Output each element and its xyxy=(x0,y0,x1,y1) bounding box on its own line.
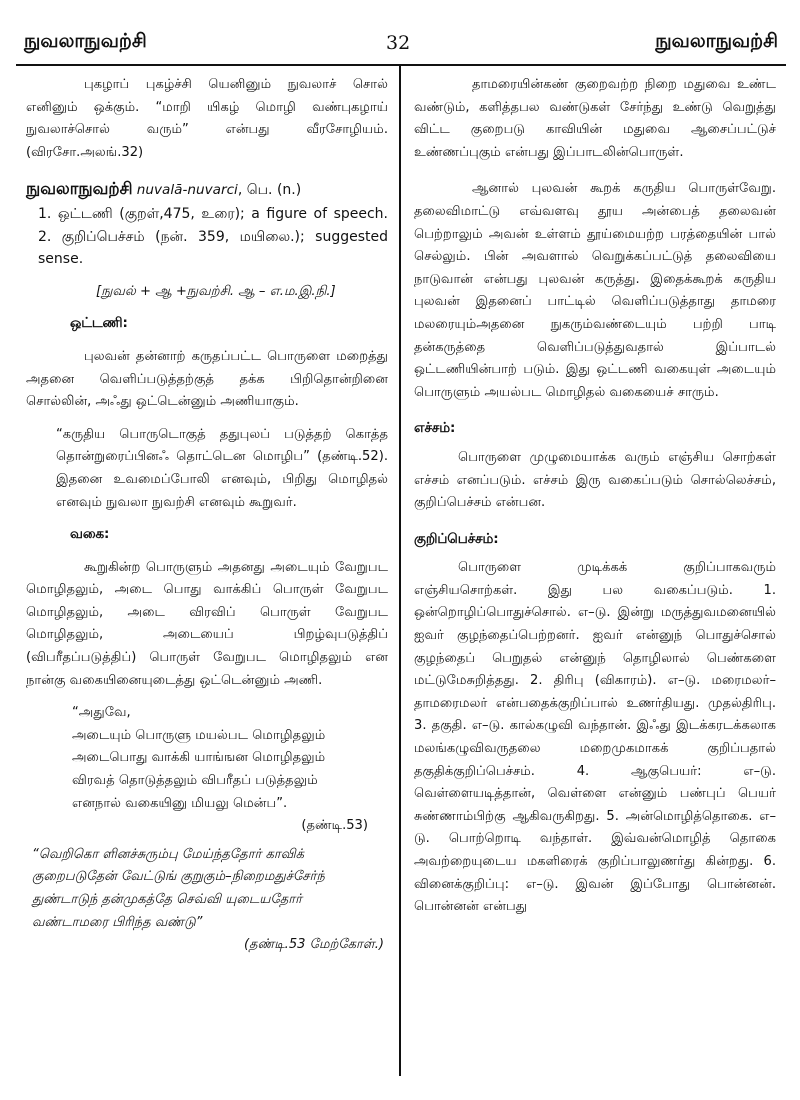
section-heading-eccham: எச்சம்: xyxy=(414,421,456,437)
verse-line: குறைபடுதேன் வேட்டுங் குறுகும்–நிறைமதுச்சேர்ந் xyxy=(32,869,325,885)
running-title-right: நுவலாநுவற்சி xyxy=(655,30,778,52)
verse-line: “அதுவே, xyxy=(72,705,131,721)
section-heading-kurippeccham: குறிப்பெச்சம்: xyxy=(414,531,499,547)
section-heading-ottani: ஒட்டணி: xyxy=(70,316,128,332)
eccham-paragraph: பொருளை முழுமையாக்க வரும் எஞ்சிய சொற்கள் எச்சம் எனப்படும். எச்சம் இரு வகைப்படும் சொல்லெச்சம், குறிப்பெச்சம் என்பன. xyxy=(414,449,776,511)
right-paragraph-1: தாமரையின்கண் குறைவற்ற நிறை மதுவை உண்ட வண்டும், களித்தபல வண்டுகள் சேர்ந்து உண்டு வெறுத்து விட்ட குறைபடு காவியின் மதுவை ஆசைப்பட்டுச் உண்ணப்புகும் என்பது இப்பாடலின்பொருள். xyxy=(414,77,776,160)
verse-line: “வெறிகொ ளினச்சுரும்பு மேய்ந்ததோர் காவிக் xyxy=(32,846,305,862)
dictionary-entry-headline xyxy=(26,178,388,203)
entry-transliteration: nuvalā-nuvarci xyxy=(136,182,238,199)
verse-line: துண்டாடுந் தன்முகத்தே செவ்வி யுடையதோர் xyxy=(32,892,302,907)
header-rule xyxy=(16,64,786,66)
entry-definition: 1. ஒட்டணி (குறள்,475, உரை); a figure of speech. 2. குறிப்பெச்சம் (நன். 359, மயிலை.); suggested sense. xyxy=(38,205,388,268)
verse-line: விரவத் தொடுத்தலும் விபரீதப் படுத்தலும் xyxy=(72,773,318,789)
verse-line: அடைபொது வாக்கி யாங்ஙன மொழிதலும் xyxy=(72,750,326,766)
verse-line: அடையும் பொருளு மயல்பட மொழிதலும் xyxy=(72,727,326,743)
verse-block-2 xyxy=(26,844,388,957)
entry-word: நுவலாநுவற்சி xyxy=(26,179,133,199)
verse-block-1 xyxy=(26,702,388,838)
page-number: 32 xyxy=(386,32,411,54)
column-divider xyxy=(399,66,401,1076)
verse-citation: (தண்டி.53) xyxy=(301,818,368,834)
verse-line: வண்டாமரை பிரிந்த வண்டு” xyxy=(32,914,203,930)
vagai-paragraph: கூறுகின்ற பொருளும் அதனது அடையும் வேறுபட மொழிதலும், அடை பொது வாக்கிப் பொருள் வேறுபட மொழிதலும், அடை விரவிப் பொருள் வேறுபட மொழிதலும், அடையைப் பிறழ்வுபடுத்திப் (விபரீதப்படுத்திப்) பொருள் வேறுபட மொழிதலும் என நான்கு வகையினையுடைத்து ஒட்டென்னும் அணி. xyxy=(26,559,388,688)
ottani-paragraph: புலவன் தன்னாற் கருதப்பட்ட பொருளை மறைத்து அதனை வெளிப்படுத்தற்குத் தக்க பிறிதொன்றினை சொல்லின், அஃது ஒட்டென்னும் அணியாகும். xyxy=(26,348,388,410)
etymology: [நுவல் + ஆ +நுவற்சி. ஆ – எ.ம.இ.நி.] xyxy=(96,283,336,299)
right-paragraph-2: ஆனால் புலவன் கூறக் கருதிய பொருள்வேறு. தலைவிமாட்டு எவ்வளவு தூய அன்பைத் தலைவன் பெற்றாலும் அவன் உள்ளம் தூய்மையற்ற பரத்தையின் பால் செல்லும். பின் அவளால் வெறுக்கப்பட்டுத் தலைவியை நாடுவான் என்பது புலவன் கருத்து. இதைக்கூறக் கருதிய புலவன் இதனைப் பாட்டில் வெளிப்படுத்தாது தாமரை மலரையும்அதனை நுகரும்வண்டையும் பற்றி பாடி தன்கருத்தை வெளிப்படுத்துவதால் இப்பாடல் ஒட்டணியின்பாற் படும். இது ஒட்டணி வகையுள் அடையும் பொருளும் அயல்பட மொழிதல் வகையைச் சாரும். xyxy=(414,181,776,400)
kurippeccham-paragraph: பொருளை முடிக்கக் குறிப்பாகவரும் எஞ்சியசொற்கள். இது பல வகைப்படும். 1. ஒன்றொழிப்பொதுச்சொல். எ–டு. இன்று மருத்துவமனையில் ஐவர் குழந்தைப்பெற்றனர். ஐவர் என்னுந் பொதுச்சொல் குழந்தைப் பெறுதல் என்னுந் தொழிலால் பெண்களை மட்டுமேசுறித்தது. 2. திரிபு (விகாரம்). எ–டு. மரைமலர்– தாமரைமலர் என்பதைக்குறிப்பால் உணர்தியது. முதல்திரிபு. 3. தகுதி. எ–டு. கால்கழுவி வந்தான். இஃது இடக்கரடக்கலாக மலங்கழுவிவருதலை மறைமுகமாகக் குறிப்பதால் தகுதிக்குறிப்பெச்சம். 4. ஆகுபெயர்: எ–டு. வெள்ளையடித்தான், வெள்ளை என்னும் பண்புப் பெயர் சுண்ணாம்பிற்கு ஆகிவருகிறது. 5. அன்மொழித்தொகை. எ–டு. பொற்றொடி வந்தாள். இவ்வன்மொழித் தொகை அவற்றையுடைய மகளிரைக் குறிப்பாலுணர்து கின்றது. 6. வினைக்குறிப்பு: எ–டு. இவன் இப்போது பொன்னன். பொன்னன் என்பது xyxy=(414,560,776,915)
left-column xyxy=(26,74,388,957)
verse-citation: (தண்டி.53 மேற்கோள்.) xyxy=(243,937,384,953)
right-column xyxy=(414,74,776,919)
section-heading-vagai: வகை: xyxy=(70,527,110,543)
ottani-quote: “கருதிய பொருடொகுத் ததுபுலப் படுத்தற் கொத்த தொன்றுரைப்பினஃ தொட்டென மொழிப” (தண்டி.52). இதனை உவமைப்போலி எனவும், பிறிது மொழிதல் எனவும் நுவலா நுவற்சி எனவும் கூறுவர். xyxy=(56,426,388,510)
verse-line: எனநால் வகையினு மியலு மென்ப”. xyxy=(72,795,288,811)
intro-paragraph: புகழாப் புகழ்ச்சி யெனினும் நுவலாச் சொல் எனினும் ஒக்கும். “மாறி யிகழ் மொழி வண்புகழாய் நுவலாச்சொல் வரும்” என்பது வீரசோழியம். (விரசோ.அலங்.32) xyxy=(26,77,388,160)
page-header xyxy=(0,30,800,66)
running-title-left: நுவலாநுவற்சி xyxy=(24,30,147,52)
entry-part-of-speech: , பெ. (n.) xyxy=(237,182,302,199)
